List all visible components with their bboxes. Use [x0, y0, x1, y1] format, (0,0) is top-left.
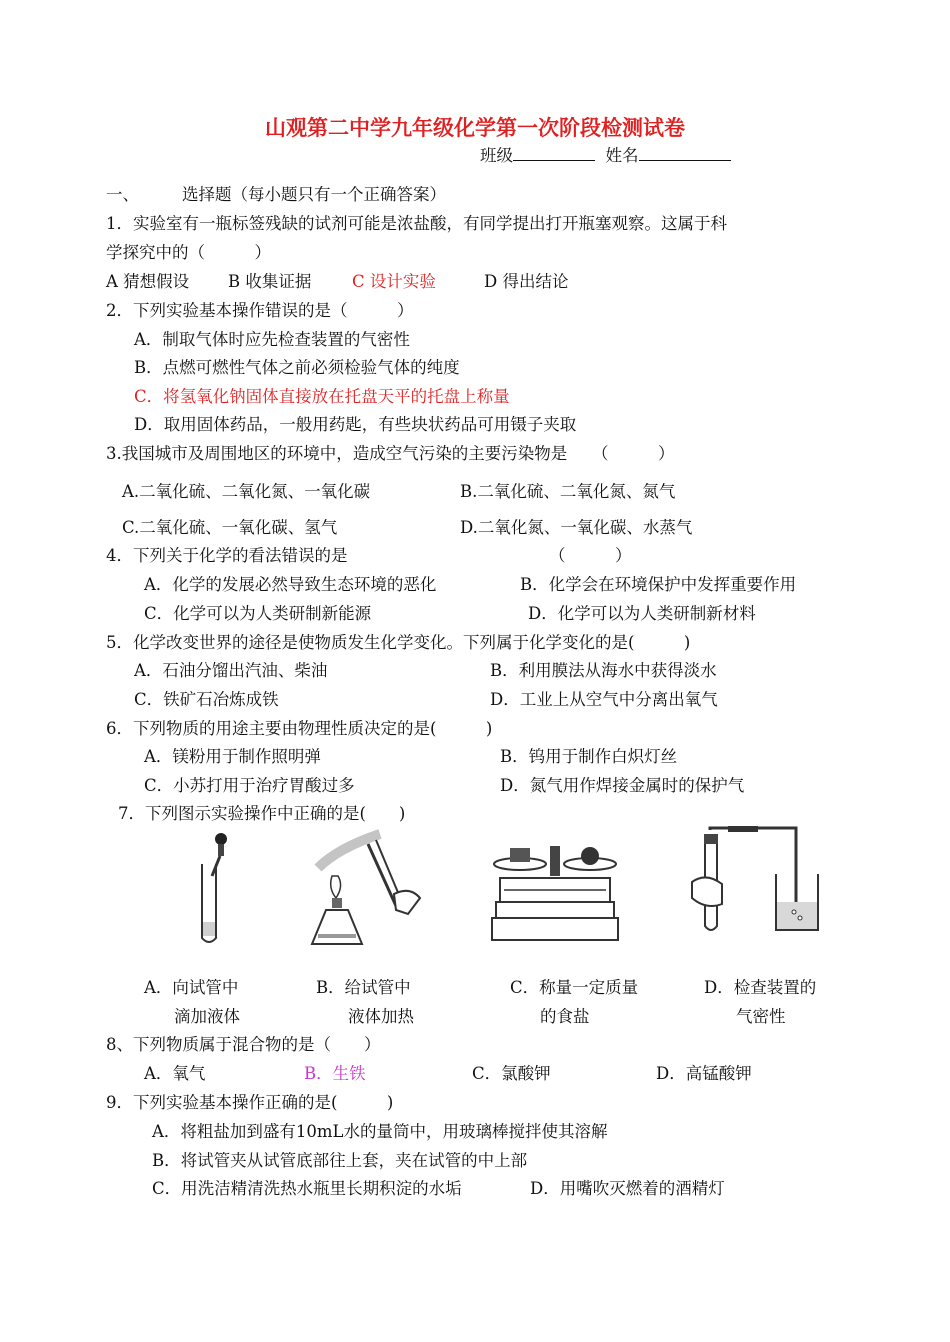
q4-option-d: D．化学可以为人类研制新材料 — [528, 604, 756, 623]
exam-title: 山观第二中学九年级化学第一次阶段检测试卷 — [265, 116, 685, 140]
q7-option-b-line2: 液体加热 — [348, 1007, 414, 1026]
q7-option-d-line2: 气密性 — [736, 1007, 786, 1026]
q6-option-c: C．小苏打用于治疗胃酸过多 — [144, 776, 355, 795]
name-blank — [639, 144, 731, 161]
q8-option-c: C．氯酸钾 — [472, 1064, 551, 1083]
q4-option-c: C．化学可以为人类研制新能源 — [144, 604, 372, 623]
q2-option-b: B．点燃可燃性气体之前必须检验气体的纯度 — [134, 358, 460, 377]
q5-stem: 5．化学改变世界的途径是使物质发生化学变化。下列属于化学变化的是( ) — [106, 633, 691, 652]
class-label: 班级 — [480, 146, 513, 165]
q7-option-c-line1: C．称量一定质量 — [510, 978, 639, 997]
q3-option-a: A.二氧化硫、二氧化氮、一氧化碳 — [122, 482, 371, 501]
section-heading: 选择题（每小题只有一个正确答案） — [182, 185, 446, 204]
class-blank — [513, 144, 595, 161]
figure-heating-test-tube — [298, 826, 428, 952]
q8-option-d: D．高锰酸钾 — [656, 1064, 752, 1083]
q4-option-a: A．化学的发展必然导致生态环境的恶化 — [144, 575, 437, 594]
q3-option-b: B.二氧化硫、二氧化氮、氮气 — [460, 482, 676, 501]
q1-stem-line2: 学探究中的（ ） — [106, 243, 271, 262]
header-line — [480, 144, 731, 167]
q7-option-c-line2: 的食盐 — [540, 1007, 590, 1026]
q9-option-a: A．将粗盐加到盛有10mL水的量筒中，用玻璃棒搅拌使其溶解 — [152, 1122, 608, 1141]
q3-option-d: D.二氧化氮、一氧化碳、水蒸气 — [460, 518, 693, 537]
q2-stem: 2．下列实验基本操作错误的是（ ） — [106, 301, 414, 320]
q9-option-c: C．用洗洁精清洗热水瓶里长期积淀的水垢 — [152, 1179, 462, 1198]
figure-dropper-test-tube — [190, 830, 240, 948]
q6-option-d: D．氮气用作焊接金属时的保护气 — [500, 776, 745, 795]
q1-option-c: C 设计实验 — [352, 272, 436, 291]
q7-option-a-line1: A．向试管中 — [144, 978, 239, 997]
q3-option-c: C.二氧化硫、一氧化碳、氢气 — [122, 518, 338, 537]
q1-option-b: B 收集证据 — [228, 272, 312, 291]
q3-stem: 3.我国城市及周围地区的环境中，造成空气污染的主要污染物是 （ ） — [106, 444, 675, 463]
q9-option-b: B．将试管夹从试管底部往上套，夹在试管的中上部 — [152, 1151, 528, 1170]
q8-stem: 8、下列物质属于混合物的是（ ） — [106, 1035, 381, 1054]
q2-option-a: A．制取气体时应先检查装置的气密性 — [134, 330, 410, 349]
section-number: 一、 — [106, 185, 139, 204]
q4-option-b: B．化学会在环境保护中发挥重要作用 — [520, 575, 797, 594]
figure-balance — [490, 838, 620, 944]
q7-option-a-line2: 滴加液体 — [174, 1007, 240, 1026]
q1-stem-line1: 1．实验室有一瓶标签残缺的试剂可能是浓盐酸，有同学提出打开瓶塞观察。这属于科 — [106, 214, 727, 233]
q4-stem: 4．下列关于化学的看法错误的是 — [106, 546, 348, 565]
q8-option-b: B．生铁 — [304, 1064, 366, 1083]
q5-option-c: C．铁矿石冶炼成铁 — [134, 690, 279, 709]
q6-stem: 6．下列物质的用途主要由物理性质决定的是( ) — [106, 719, 493, 738]
q2-option-d: D．取用固体药品，一般用药匙，有些块状药品可用镊子夹取 — [134, 415, 577, 434]
q8-option-a: A．氧气 — [144, 1064, 206, 1083]
q9-option-d: D．用嘴吹灭燃着的酒精灯 — [530, 1179, 725, 1198]
q4-answer-paren: （ ） — [549, 546, 632, 565]
q6-option-b: B．钨用于制作白炽灯丝 — [500, 747, 678, 766]
figure-airtightness-check — [688, 826, 828, 936]
q1-option-a: A 猜想假设 — [106, 272, 190, 291]
q7-option-d-line1: D．检查装置的 — [704, 978, 817, 997]
q5-option-b: B．利用膜法从海水中获得淡水 — [490, 661, 717, 680]
q5-option-d: D．工业上从空气中分离出氧气 — [490, 690, 718, 709]
q5-option-a: A．石油分馏出汽油、柴油 — [134, 661, 328, 680]
q7-stem: 7．下列图示实验操作中正确的是( ) — [118, 804, 406, 823]
q2-option-c: C．将氢氧化钠固体直接放在托盘天平的托盘上称量 — [134, 387, 510, 406]
q7-option-b-line1: B．给试管中 — [316, 978, 411, 997]
q6-option-a: A．镁粉用于制作照明弹 — [144, 747, 321, 766]
name-label: 姓名 — [605, 146, 639, 165]
q1-option-d: D 得出结论 — [484, 272, 569, 291]
q9-stem: 9．下列实验基本操作正确的是( ) — [106, 1093, 394, 1112]
